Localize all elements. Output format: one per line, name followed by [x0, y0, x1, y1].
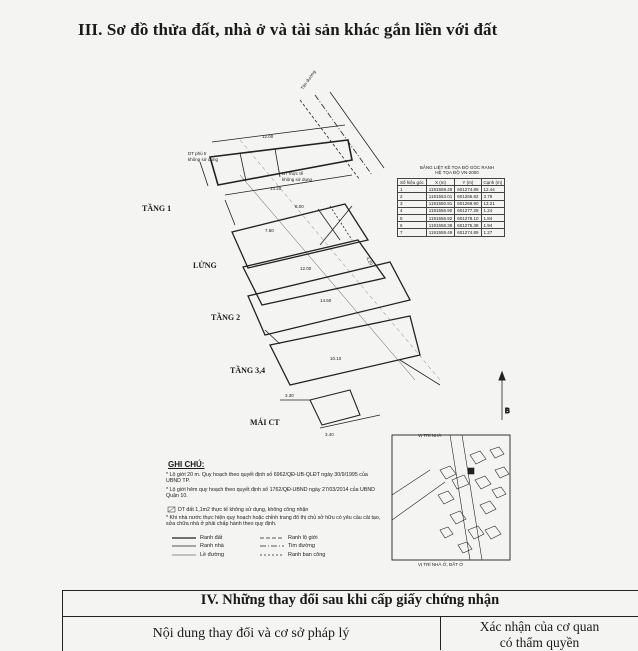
coord-table-cell: 1.84	[481, 214, 505, 221]
notes-title: GHI CHÚ:	[168, 460, 205, 469]
dim-340: 3.40	[325, 432, 334, 437]
dim-800: 8.00	[295, 204, 304, 209]
coord-table-row	[398, 229, 505, 236]
floor34-outline	[270, 316, 420, 385]
coord-table-cell: 2	[398, 193, 427, 200]
coord-table-row	[398, 200, 505, 207]
coord-table-cell: 1.94	[481, 222, 505, 229]
coord-table-cell: 601274.89	[455, 229, 481, 236]
coord-table-header	[398, 179, 505, 186]
note-line: * Lộ giới hẻm quy hoạch theo quyết định số 1762/QĐ-UBND ngày 27/03/2014 của UBND Quận 10.	[166, 487, 375, 499]
floor1-outline	[232, 204, 368, 268]
floor-label-tang2: TẦNG 2	[211, 313, 241, 322]
coord-header-cell: Y (m)	[455, 179, 481, 186]
section-4-divider	[62, 616, 638, 617]
coord-table-cell: 1191553.01	[426, 193, 454, 200]
dim-760: 7.60	[265, 228, 274, 233]
legend-ranh-ban-cong: Ranh ban công	[288, 552, 326, 558]
legend-tim-duong: Tim đường	[288, 543, 315, 549]
coord-table-cell: 601275.38	[455, 222, 481, 229]
north-arrow-icon	[499, 372, 510, 420]
coord-header-cell: Cạnh (m)	[481, 179, 505, 186]
dim-1460: 14.60	[320, 298, 332, 303]
dim-1200: 12.00	[300, 266, 312, 271]
coord-table-cell: 12.44	[481, 186, 505, 193]
location-map-title: VỊ TRÍ NHÀ	[418, 433, 442, 438]
floor-label-tang1: TẦNG 1	[142, 204, 172, 213]
coord-table-cell: 601274.89	[455, 186, 481, 193]
section-4-right-line2: có thẩm quyền	[499, 635, 580, 650]
legend-le-duong: Lề đường	[200, 552, 225, 558]
section-4-right-header	[441, 619, 638, 651]
section-4-left-header: Nội dung thay đổi và cơ sở pháp lý	[152, 626, 350, 641]
legend-ranh-nha: Ranh nhà	[200, 543, 224, 549]
coord-header-cell: Số hiệu góc	[398, 179, 427, 186]
note-line: DT đất 1,1m2 thực tế không sử dụng, không công nhận	[178, 507, 309, 513]
legend-ranh-dat: Ranh đất	[200, 535, 223, 541]
coord-table-cell: 5	[398, 214, 427, 221]
location-map-caption: VỊ TRÍ NHÀ Ở, ĐẤT Ở	[418, 562, 464, 567]
coord-table-cell: 1191556.92	[426, 214, 454, 221]
floor-label-lung: LỬNG	[193, 261, 217, 270]
coord-table-cell: 1191559.49	[426, 186, 454, 193]
dt-thuc-te-label: DT thực tế	[282, 171, 304, 176]
note-line: * Khi nhà nước thực hiện quy hoạch hoặc chỉnh trang đô thị chủ sở hữu có yêu cầu cải tạo, sửa chữa nhà ở phải chấp hành theo quy định.	[166, 515, 381, 527]
dim-1420: 14.20	[270, 186, 282, 191]
coord-table-row	[398, 193, 505, 200]
coord-table-cell: 1191550.91	[426, 200, 454, 207]
coord-table-cell: 1	[398, 186, 427, 193]
khong-su-dung-label-2: không sử dụng	[282, 177, 313, 182]
north-label: B	[505, 408, 510, 415]
dt-phu-label: DT phù tr	[188, 151, 207, 156]
location-map	[392, 435, 510, 560]
section-3-heading: III. Sơ đồ thửa đất, nhà ở và tài sản khác gắn liền với đất	[78, 20, 498, 39]
coord-table-cell: 1.27	[481, 229, 505, 236]
coord-header-cell: X (m)	[426, 179, 454, 186]
coord-table-row	[398, 222, 505, 229]
coord-table-cell: 1191559.49	[426, 229, 454, 236]
coord-table-cell: 601278.10	[455, 214, 481, 221]
coord-table-cell: 7	[398, 229, 427, 236]
coord-table-cell: 601269.90	[455, 200, 481, 207]
coord-table-row	[398, 186, 505, 193]
mezzanine-outline	[243, 240, 385, 305]
coord-table-cell: 601277.28	[455, 207, 481, 214]
floor-label-maict: MÁI CT	[250, 418, 280, 427]
dim-1010: 10.10	[330, 356, 342, 361]
coord-table-cell: 1191558.38	[426, 222, 454, 229]
dim-420: 4.20	[365, 256, 374, 267]
dim-12: 12.00	[262, 134, 274, 139]
floor-label-tang34: TẦNG 3,4	[230, 366, 266, 375]
coord-table-cell: 1.24	[481, 207, 505, 214]
section-4-heading: IV. Những thay đổi sau khi cấp giấy chứng nhận	[200, 592, 500, 608]
coord-table-cell: 4	[398, 207, 427, 214]
coord-table-title: BẢNG LIỆT KÊ TỌA ĐỘ GÓC RANH HỆ TỌA ĐỘ VN-2000	[419, 165, 495, 175]
coord-table-cell: 3.79	[481, 193, 505, 200]
street-name-label: Tên đường	[299, 69, 317, 91]
coord-table-cell: 1191556.90	[426, 207, 454, 214]
khong-su-dung-label: không sử dụng	[188, 157, 219, 162]
note-line: * Lộ giới 20 m. Quy hoạch theo quyết định số 6962/QĐ-UB-QLĐT ngày 30/9/1995 của UBND TP.	[166, 472, 368, 484]
dim-330: 3.30	[285, 393, 294, 398]
coord-table-cell: 6	[398, 222, 427, 229]
legend-ranh-lo-gioi: Ranh lộ giới	[288, 535, 318, 541]
coord-table-row	[398, 207, 505, 214]
coordinate-table	[397, 178, 505, 237]
coord-table-cell: 13.21	[481, 200, 505, 207]
coord-table-cell: 3	[398, 200, 427, 207]
coord-table-row	[398, 214, 505, 221]
coord-table-cell: 601266.82	[455, 193, 481, 200]
section-4-right-line1: Xác nhận của cơ quan	[479, 619, 600, 634]
roof-outline	[310, 390, 360, 425]
